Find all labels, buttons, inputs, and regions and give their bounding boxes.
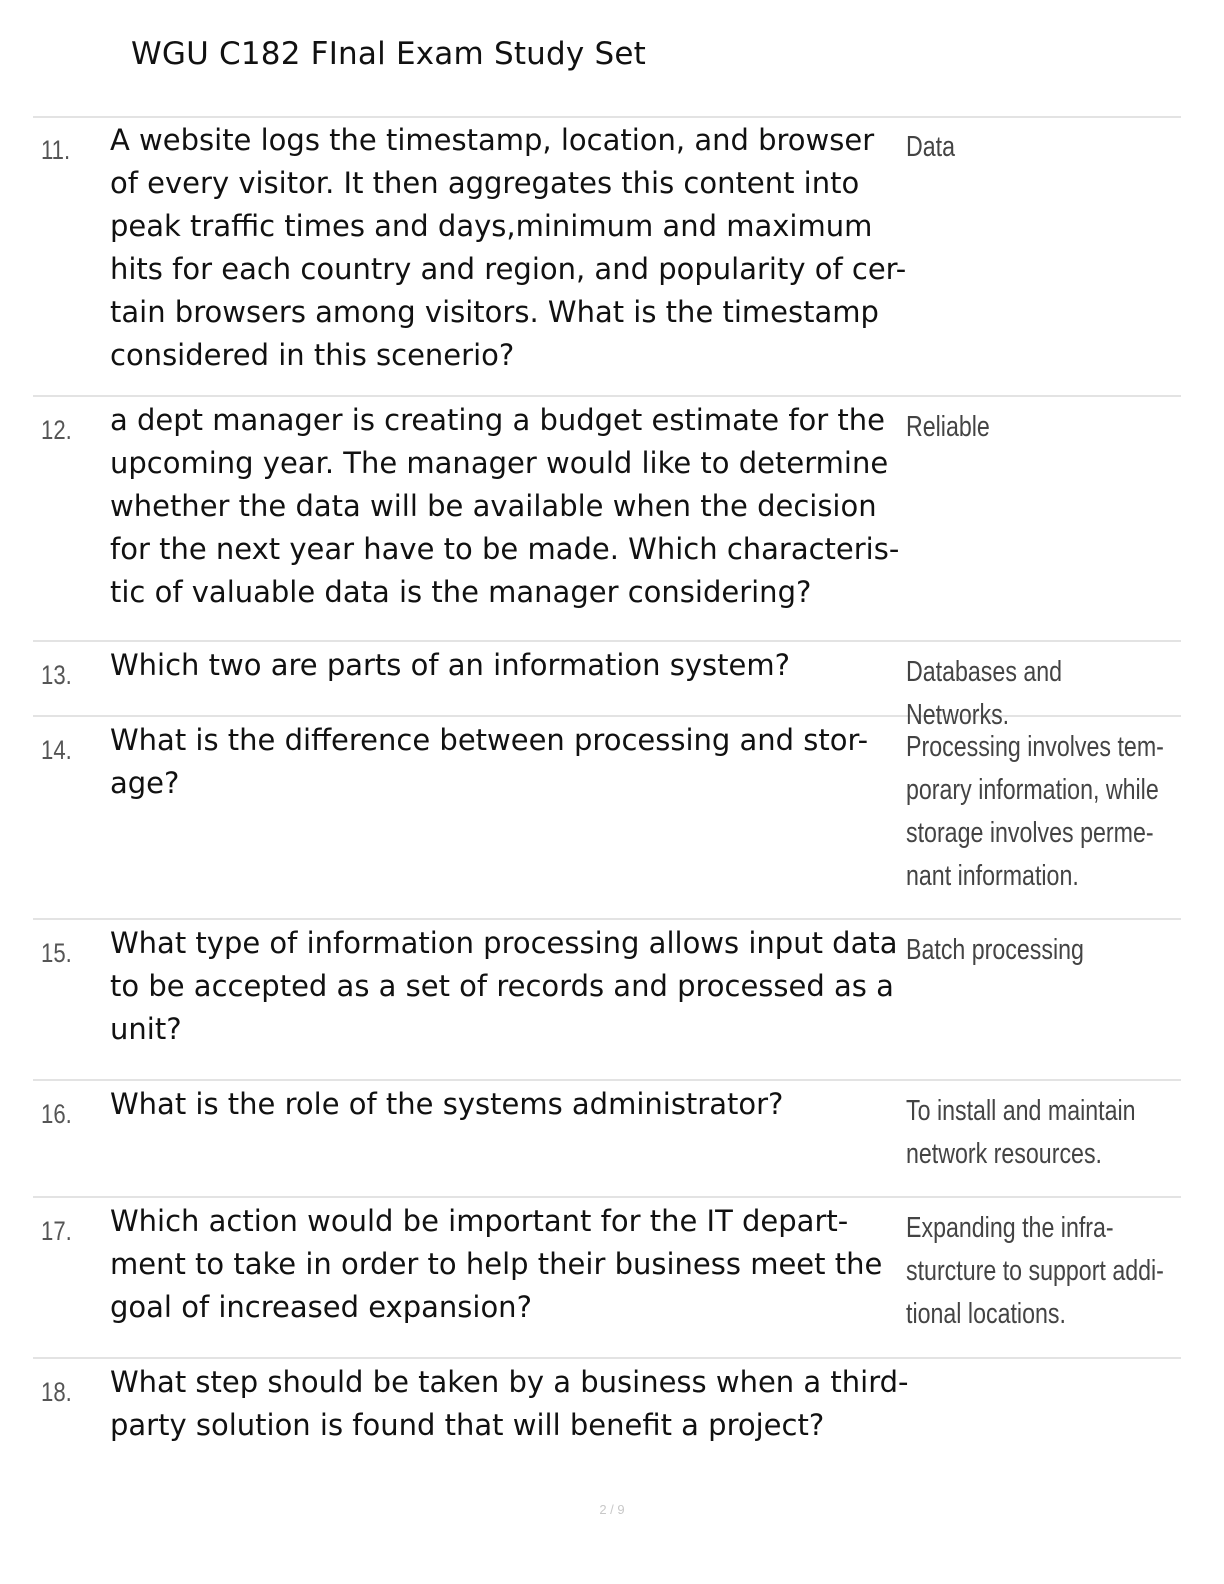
card-definition-text: To install and maintain network resources. [906,1095,1136,1170]
card-definition [906,126,1146,169]
flashcard [33,642,1181,731]
card-number: 12. [41,415,72,445]
card-definition [906,406,1146,449]
card-term: Which action would be important for the IT depart-ment to take in order to help their business meet the goal of increased expansion? [110,1204,883,1324]
card-definition-text: Data [906,131,956,163]
card-definition-text: Databases and Networks. [906,656,1063,731]
card-term: What step should be taken by a business when a third-party solution is found that will benefit a project? [110,1365,909,1442]
card-term: a dept manager is creating a budget estimate for the upcoming year. The manager would like to determine whether the data will be available when the decision for the next year have to be made. Which characteris-tic of valuable data is the manager considering? [110,403,900,609]
flashcard [33,1198,1181,1359]
flashcard [33,117,1181,397]
document-title: WGU C182 FInal Exam Study Set [131,36,647,72]
card-term: What is the difference between processing and stor-age? [110,723,869,800]
card-definition-text: Batch processing [906,934,1084,966]
card-number: 15. [41,938,72,968]
card-number: 17. [41,1216,72,1246]
card-definition-text: Reliable [906,411,990,443]
card-number: 13. [41,660,72,690]
flashcard [33,1359,1181,1469]
card-term: What is the role of the systems administrator? [110,1087,784,1121]
card-definition-text: Processing involves tem-porary information, while storage involves perme-nant information. [906,731,1164,892]
card-term: A website logs the timestamp, location, and browser of every visitor. It then aggregates this content into peak traffic times and days,minimum and maximum hits for each country and region, and popularity of cer-tain browsers among visitors. What is the timestamp considered in this scenerio? [110,123,907,372]
flashcard-list [33,117,1181,1469]
card-term: What type of information processing allows input data to be accepted as a set of records and processed as a unit? [110,926,898,1046]
card-definition [906,1090,1146,1176]
card-definition [906,929,1146,972]
page-indicator: 2 / 9 [599,1502,625,1517]
flashcard [33,920,1181,1081]
flashcard [33,717,1181,920]
card-number: 11. [41,135,71,165]
card-number: 18. [41,1377,72,1407]
card-term: Which two are parts of an information system? [110,648,790,682]
card-number: 14. [41,735,72,765]
card-definition [906,1207,1164,1336]
card-number: 16. [41,1099,72,1129]
card-definition [906,726,1164,898]
flashcard [33,397,1181,642]
flashcard [33,1081,1181,1198]
card-definition-text: Expanding the infra-sturcture to support addi-tional locations. [906,1212,1164,1330]
